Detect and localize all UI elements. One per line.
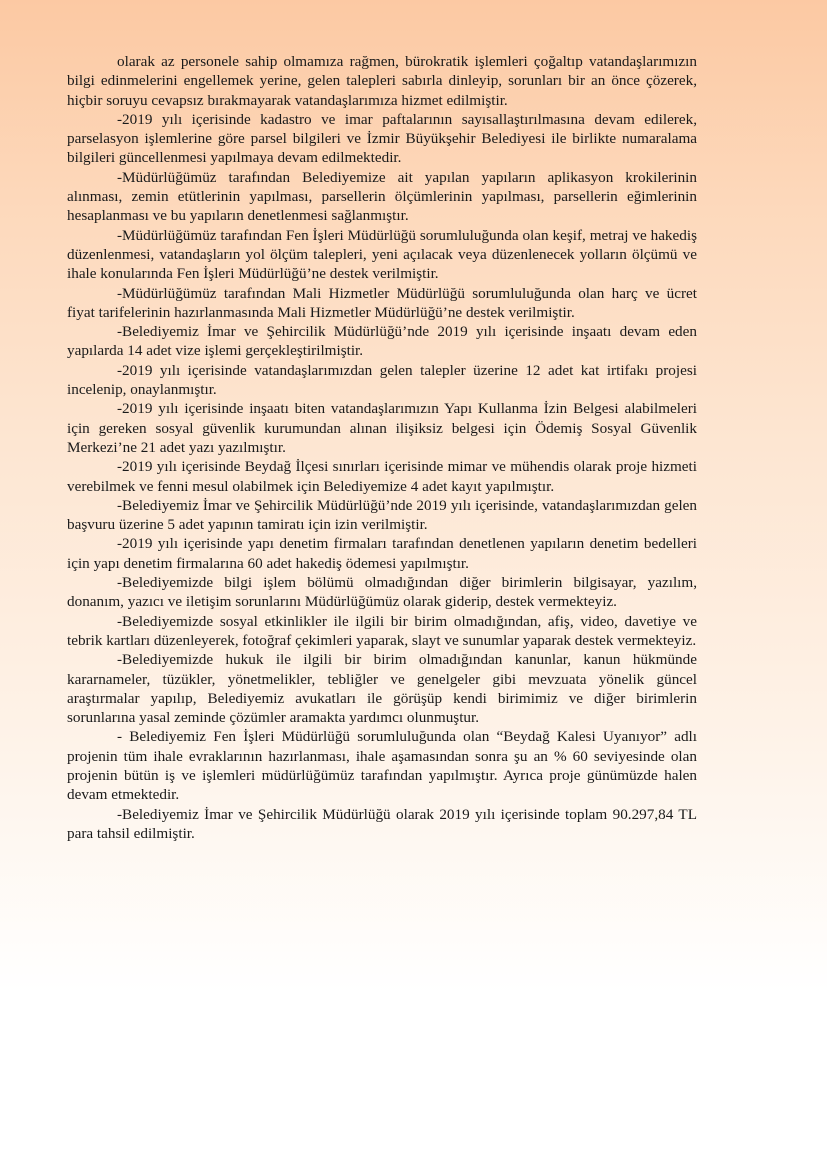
paragraph-it-support: -Belediyemizde bilgi işlem bölümü olmadığından diğer birimlerin bilgisayar, yazılım, donanım, yazıcı ve iletişim sorunlarını Müdürlüğümüz olarak giderip, destek vermekteyiz. [67, 574, 697, 611]
paragraph-public-works-support: -Müdürlüğümüz tarafından Fen İşleri Müdürlüğü sorumluluğunda olan keşif, metraj ve hakediş düzenlenmesi, vatandaşların yol ölçüm talepleri, yeni açılacak veya düzenlenecek yolların ölçümü ve ihale konularında Fen İşleri Müdürlüğü’ne destek verilmiştir. [67, 226, 697, 283]
paragraph-financial-services-support: -Müdürlüğümüz tarafından Mali Hizmetler Müdürlüğü sorumluluğunda olan harç ve ücret fiyat tarifelerinin hazırlanmasında Mali Hizmetler Müdürlüğü’ne destek verilmiştir. [67, 284, 697, 321]
document-page [67, 52, 697, 843]
paragraph-social-events: -Belediyemizde sosyal etkinlikler ile ilgili bir birim olmadığından, afiş, video, davetiye ve tebrik kartları düzenleyerek, fotoğraf çekimleri yaparak, slayt ve sunumlar yaparak destek vermekteyiz. [67, 612, 697, 649]
paragraph-architect-registration: -2019 yılı içerisinde Beydağ İlçesi sınırları içerisinde mimar ve mühendis olarak proje hizmeti verebilmek ve fenni mesul olabilmek için Belediyemize 4 adet kayıt yapılmıştır. [67, 458, 697, 495]
paragraph-legal-research: -Belediyemizde hukuk ile ilgili bir birim olmadığından kanunlar, kanun hükmünde kararnameler, tüzükler, yönetmelikler, tebliğler ve genelgeler gibi mevzuata yönelik güncel araştırmalar yapılıp, Belediyemiz avukatları ile görüşüp kendi birimimiz ve diğer birimlerin sorunlarına yasal zeminde çözümler aramakta yardımcı olunmuştur. [67, 651, 697, 727]
paragraph-personnel: olarak az personele sahip olmamıza rağmen, bürokratik işlemleri çoğaltıp vatandaşlarımızın bilgi edinmelerini engellemek yerine, gelen talepleri sabırla dinleyip, sorunları bir an önce çözerek, hiçbir soruyu cevapsız bırakmayarak vatandaşlarımıza hizmet edilmiştir. [67, 53, 697, 109]
paragraph-floor-easement: -2019 yılı içerisinde vatandaşlarımızdan gelen talepler üzerine 12 adet kat irtifakı projesi incelenip, onaylanmıştır. [67, 361, 697, 399]
paragraph-revenue-total: -Belediyemiz İmar ve Şehircilik Müdürlüğü olarak 2019 yılı içerisinde toplam 90.297,84 TL para tahsil edilmiştir. [67, 805, 697, 842]
paragraph-social-security: -2019 yılı içerisinde inşaatı biten vatandaşlarımızın Yapı Kullanma İzin Belgesi alabilmeleri için gereken sosyal güvenlik kurumundan alınan ilişiksiz belgesi için Ödemiş Sosyal Güvenlik Merkezi’ne 21 adet yazı yazılmıştır. [67, 400, 697, 456]
paragraph-application-sketches: -Müdürlüğümüz tarafından Belediyemize ait yapılan yapıların aplikasyon krokilerinin alınması, zemin etütlerinin yapılması, parsellerin ölçümlerinin yapılması, parsellerin eğimlerinin hesaplanması ve bu yapıların denetlenmesi sağlanmıştır. [67, 168, 697, 225]
paragraph-castle-project: - Belediyemiz Fen İşleri Müdürlüğü sorumluluğunda olan “Beydağ Kalesi Uyanıyor” adlı projenin tüm ihale evraklarının hazırlanması, ihale aşamasından sonra şu an % 60 seviyesinde olan projenin bütün iş ve işlemleri müdürlüğümüz tarafından yapılmıştır. Ayrıca proje günümüzde halen devam etmektedir. [67, 728, 697, 804]
paragraph-cadastre: -2019 yılı içerisinde kadastro ve imar paftalarının sayısallaştırılmasına devam edilerek, parselasyon işlemlerine göre parsel bilgileri ve İzmir Büyükşehir Belediyesi ile birlikte numaralama bilgileri güncellenmesi yapılmaya devam edilmektedir. [67, 110, 697, 167]
paragraph-repair-permits: -Belediyemiz İmar ve Şehircilik Müdürlüğü’nde 2019 yılı içerisinde, vatandaşlarımızdan gelen başvuru üzerine 5 adet yapının tamiratı için izin verilmiştir. [67, 496, 697, 534]
paragraph-visa-operations: -Belediyemiz İmar ve Şehircilik Müdürlüğü’nde 2019 yılı içerisinde inşaatı devam eden yapılarda 14 adet vize işlemi gerçekleştirilmiştir. [67, 323, 697, 360]
paragraph-inspection-payments: -2019 yılı içerisinde yapı denetim firmaları tarafından denetlenen yapıların denetim bedelleri için yapı denetim firmalarına 60 adet hakediş ödemesi yapılmıştır. [67, 535, 697, 572]
